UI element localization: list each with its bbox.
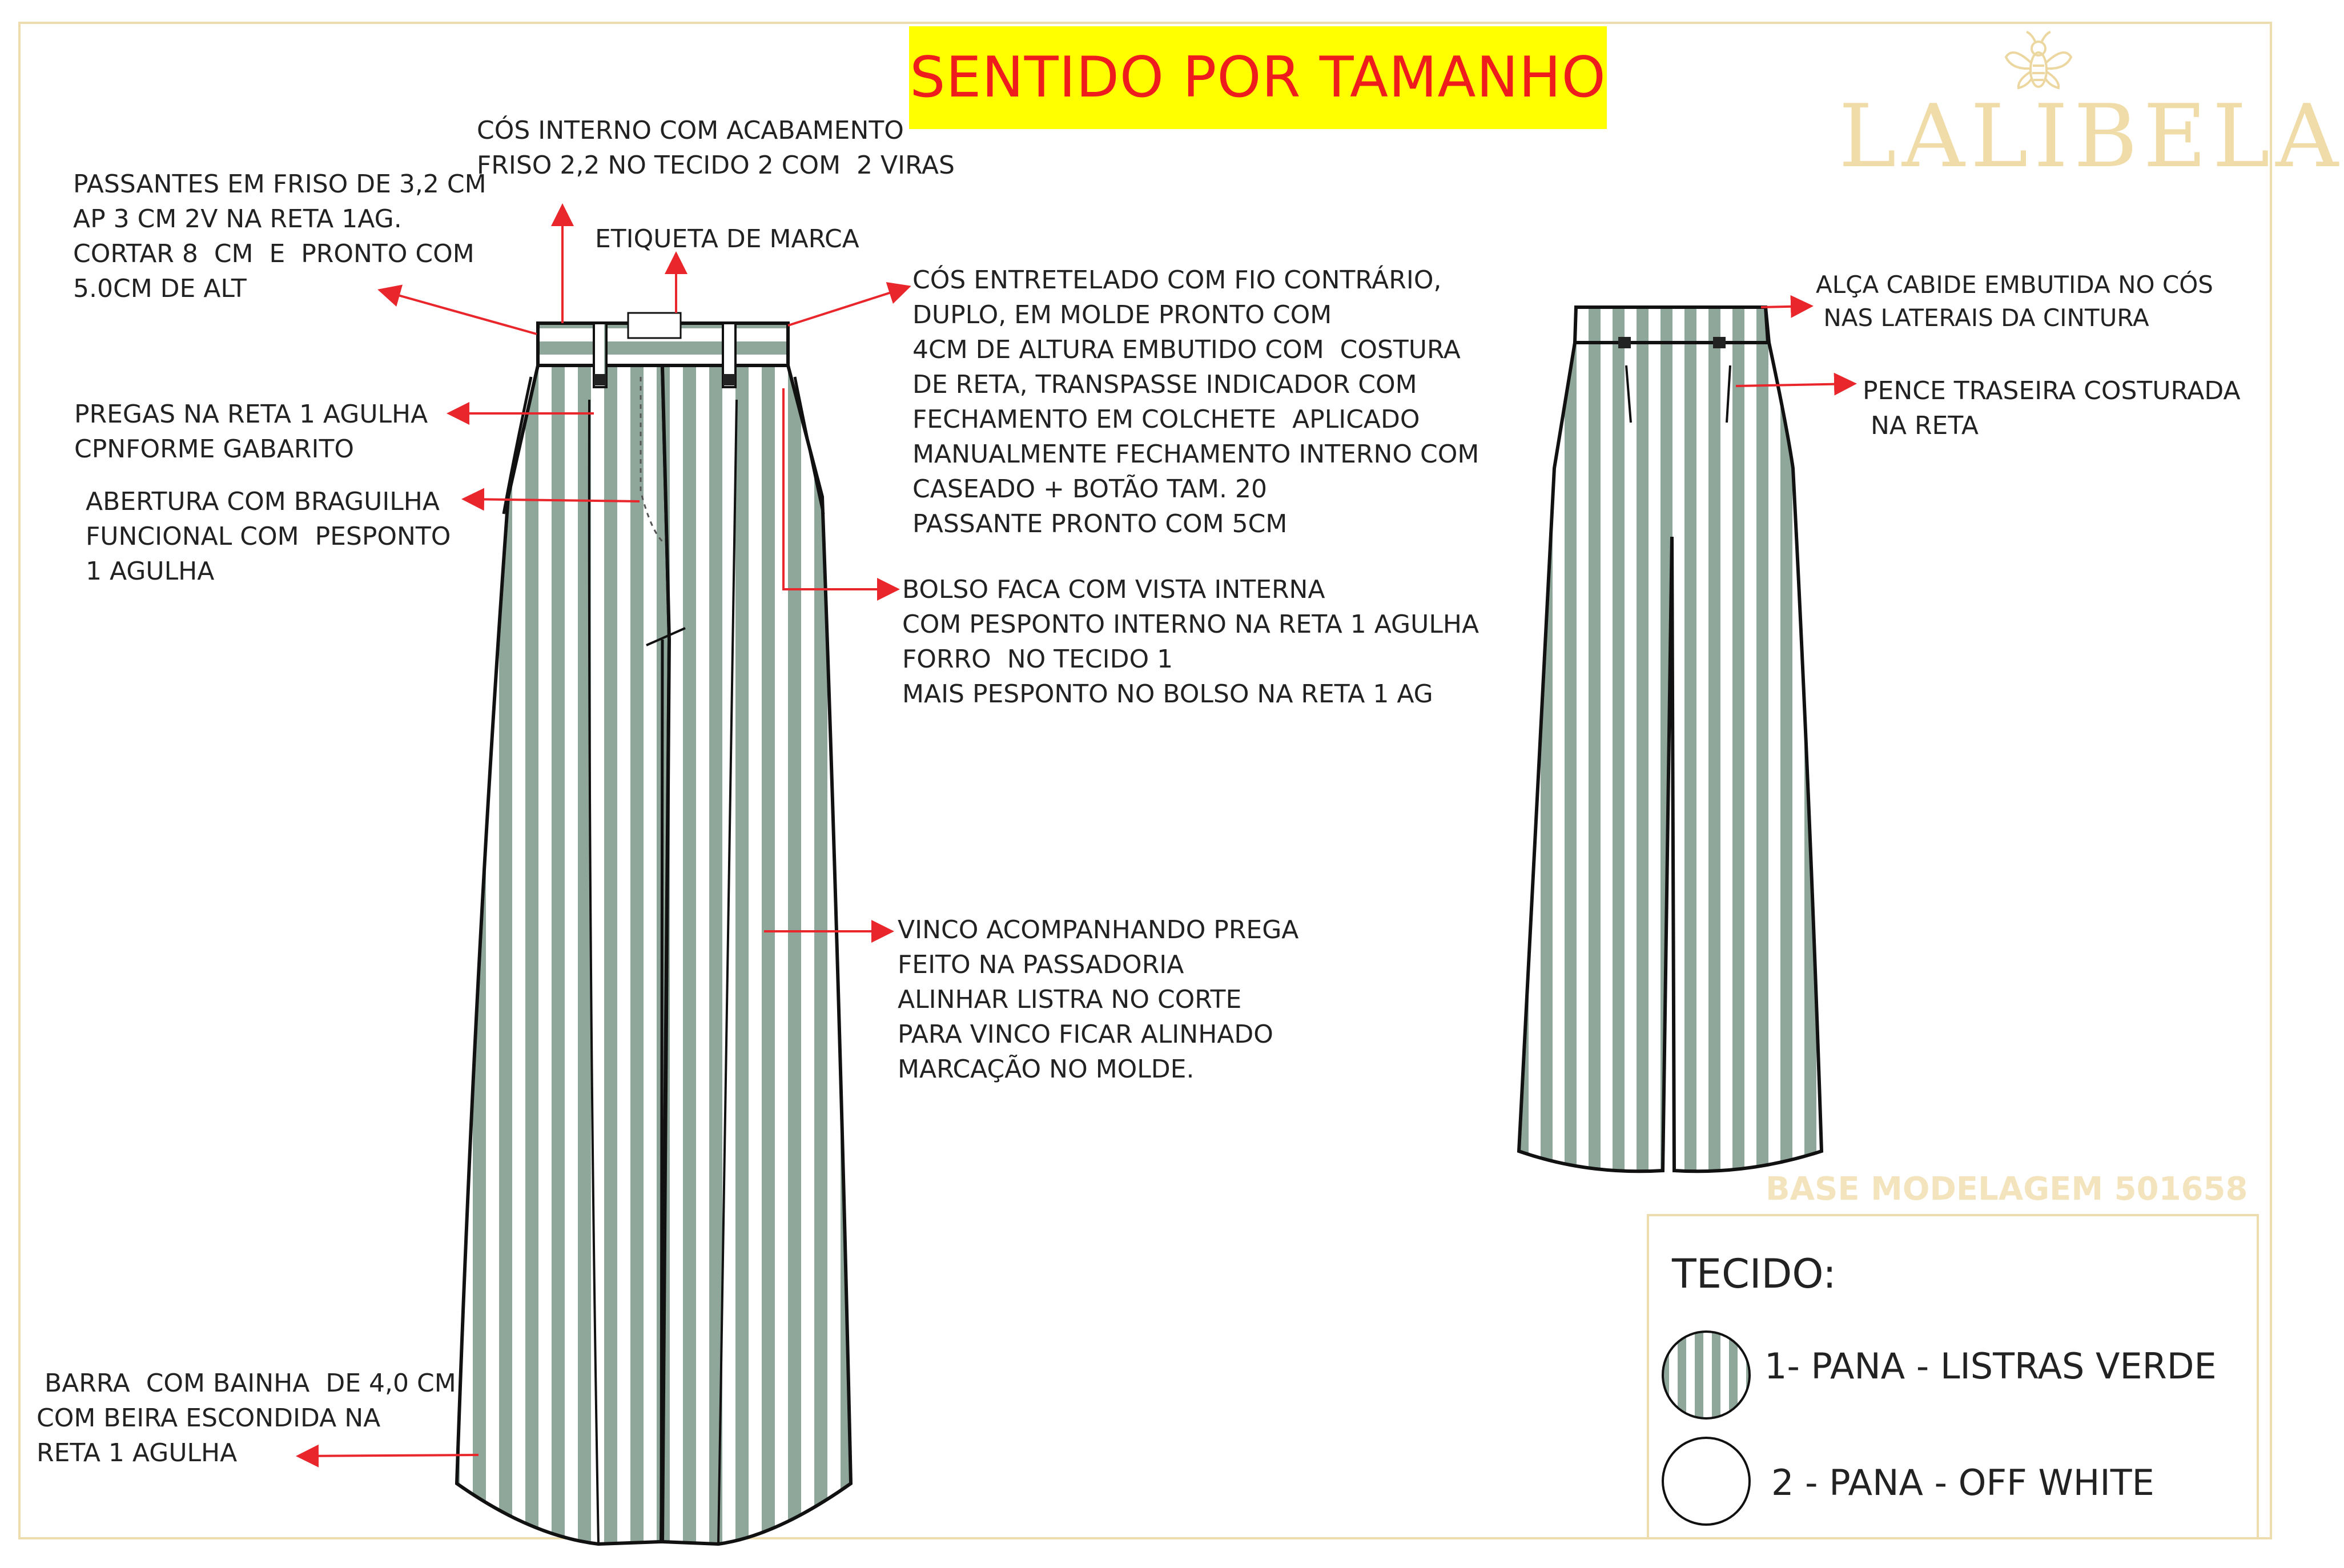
legend-item-plain: 2 - PANA - OFF WHITE xyxy=(1771,1462,2154,1503)
front-left-leg xyxy=(457,365,669,1544)
note-vinco: VINCO ACOMPANHANDO PREGA FEITO NA PASSADORIA ALINHAR LISTRA NO CORTE PARA VINCO FICAR ALINHADO MARCAÇÃO NO MOLDE. xyxy=(898,915,1299,1084)
back-waistband xyxy=(1575,307,1768,343)
note-abertura: ABERTURA COM BRAGUILHA FUNCIONAL COM PESPONTO 1 AGULHA xyxy=(86,487,451,586)
base-modelagem-label: BASE MODELAGEM 501658 xyxy=(1766,1171,2248,1208)
note-cos-interno: CÓS INTERNO COM ACABAMENTO FRISO 2,2 NO TECIDO 2 COM 2 VIRAS xyxy=(477,116,955,180)
brand-logo: LALIBELA xyxy=(1839,86,2344,187)
swatch-plain-icon xyxy=(1660,1436,1752,1527)
legend-title: TECIDO: xyxy=(1672,1251,1836,1297)
brand-label-tag xyxy=(628,313,681,338)
front-right-leg xyxy=(662,365,851,1544)
note-etiqueta: ETIQUETA DE MARCA xyxy=(595,224,859,254)
note-bolso: BOLSO FACA COM VISTA INTERNA COM PESPONTO INTERNO NA RETA 1 AGULHA FORRO NO TECIDO 1 MAIS PESPONTO NO BOLSO NA RETA 1 AG xyxy=(902,575,1479,709)
swatch-stripes-icon xyxy=(1660,1329,1752,1421)
legend-item-stripes: 1- PANA - LISTRAS VERDE xyxy=(1764,1345,2217,1387)
note-barra: BARRA COM BAINHA DE 4,0 CM COM BEIRA ESCONDIDA NA RETA 1 AGULHA xyxy=(37,1369,456,1468)
note-pregas: PREGAS NA RETA 1 AGULHA CPNFORME GABARITO xyxy=(74,400,428,464)
front-pants-drawing xyxy=(457,313,851,1544)
note-cos-entretelado: CÓS ENTRETELADO COM FIO CONTRÁRIO, DUPLO, EM MOLDE PRONTO COM 4CM DE ALTURA EMBUTIDO COM COSTURA DE RETA, TRANSPASSE INDICADOR COM FECHAMENTO EM COLCHETE APLICADO MANUALMENTE FECHAMENTO INTERNO COM CASEADO + BOTÃO TAM. 20 PASSANTE PRONTO COM 5CM xyxy=(912,266,1479,538)
back-pants-drawing xyxy=(1519,307,1822,1171)
note-alca: ALÇA CABIDE EMBUTIDA NO CÓS NAS LATERAIS DA CINTURA xyxy=(1816,271,2213,332)
note-pence: PENCE TRASEIRA COSTURADA NA RETA xyxy=(1863,376,2241,440)
page-title-text: SENTIDO POR TAMANHO xyxy=(910,45,1606,110)
back-pants-body xyxy=(1519,307,1822,1171)
note-passantes: PASSANTES EM FRISO DE 3,2 CM AP 3 CM 2V NA RETA 1AG. CORTAR 8 CM E PRONTO COM 5.0CM DE ALT xyxy=(73,170,487,303)
